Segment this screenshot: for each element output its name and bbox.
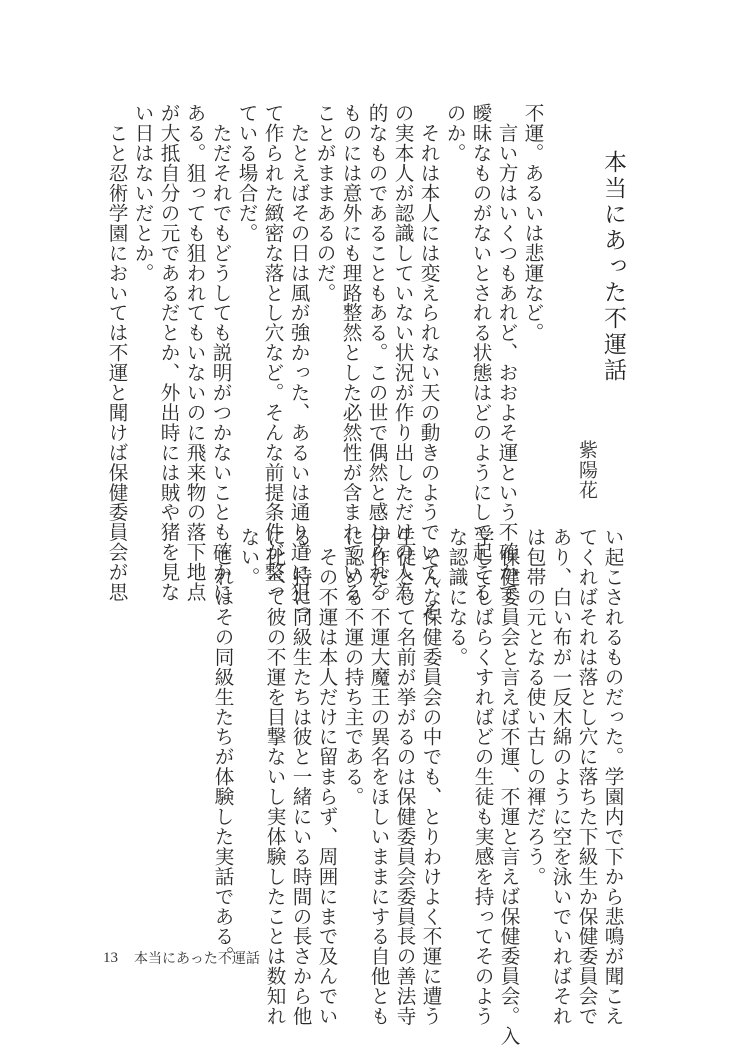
text-line: の実本人が認識していない状況が作り出しただけの人為 bbox=[391, 103, 414, 602]
author-name: 紫陽花 bbox=[576, 440, 598, 500]
text-line: そんな保健委員会の中でも、とりわけよく不運に遭う bbox=[419, 527, 442, 1026]
text-line: が大抵自分の元であるだとか、外出時には賊や猪を見な bbox=[157, 103, 180, 602]
text-line: それは本人には変えられない天の動きのようでいて、そ bbox=[417, 103, 440, 622]
text-line: てくればそれは落とし穴に落ちた下級生か保健委員会で bbox=[575, 527, 598, 1026]
text-line: 学してしばらくすればどの生徒も実感を持ってそのよう bbox=[471, 527, 494, 1026]
text-line: ただそれでもどうしても説明がつかないことも確かに bbox=[209, 103, 232, 602]
text-line: 保健委員会と言えば不運、不運と言えば保健委員会。入 bbox=[497, 527, 520, 1046]
text-line: こと忍術学園においては不運と聞けば保健委員会が思 bbox=[105, 103, 128, 602]
text-line: に比べて彼の不運を目撃ないし実体験したことは数知れ bbox=[263, 527, 286, 1026]
text-line: な認識になる。 bbox=[445, 527, 468, 667]
text-line: 言い方はいくつもあれど、おおよそ運という不確かで bbox=[495, 103, 518, 602]
text-line: 曖昧なものがないとされる状態はどのようにして起こる bbox=[469, 103, 492, 602]
text-line: は包帯の元となる使い古しの褌だろう。 bbox=[523, 527, 546, 887]
page-footer bbox=[103, 948, 260, 968]
story-title: 本当にあった不運話 bbox=[600, 150, 626, 384]
running-title: 本当にあった不運話 bbox=[134, 951, 260, 967]
text-line: い日はないだとか。 bbox=[131, 103, 154, 283]
text-line: い起こされるものだった。学園内で下から悲鳴が聞こえ bbox=[601, 527, 624, 1026]
text-line: あり、白い布が一反木綿のように空を泳いでいればそれ bbox=[549, 527, 572, 1026]
text-line: て作られた緻密な落とし穴など。そんな前提条件が整っ bbox=[261, 103, 284, 602]
text-line: ない。 bbox=[237, 527, 260, 587]
text-line: ものには意外にも理路整然とした必然性が含まれている bbox=[339, 103, 362, 602]
text-line: る。特に同級生たちは彼と一緒にいる時間の長さから他 bbox=[289, 527, 312, 1026]
text-line: 的なものであることもある。この世で偶然と感じられる bbox=[365, 103, 388, 602]
text-line: のか。 bbox=[443, 103, 466, 163]
text-line: その不運は本人だけに留まらず、周囲にまで及んでい bbox=[315, 527, 338, 1026]
text-line: ことがままあるのだ。 bbox=[313, 103, 336, 303]
page-number: 13 bbox=[103, 949, 118, 966]
text-line: ている場合だ。 bbox=[235, 103, 258, 243]
text-line: たとえばその日は風が強かった、あるいは通り道に狙っ bbox=[287, 103, 310, 622]
text-line: 生徒として名前が挙がるのは保健委員会委員長の善法寺 bbox=[393, 527, 416, 1026]
text-line: 伊作だ。不運大魔王の異名をほしいままにする自他とも bbox=[367, 527, 390, 1026]
text-line: これはその同級生たちが体験した実話である。 bbox=[211, 527, 234, 966]
text-line: に認める不運の持ち主である。 bbox=[341, 527, 364, 807]
text-line: 不運。あるいは悲運など。 bbox=[521, 103, 544, 343]
text-line: ある。狙っても狙われてもいないのに飛来物の落下地点 bbox=[183, 103, 206, 602]
